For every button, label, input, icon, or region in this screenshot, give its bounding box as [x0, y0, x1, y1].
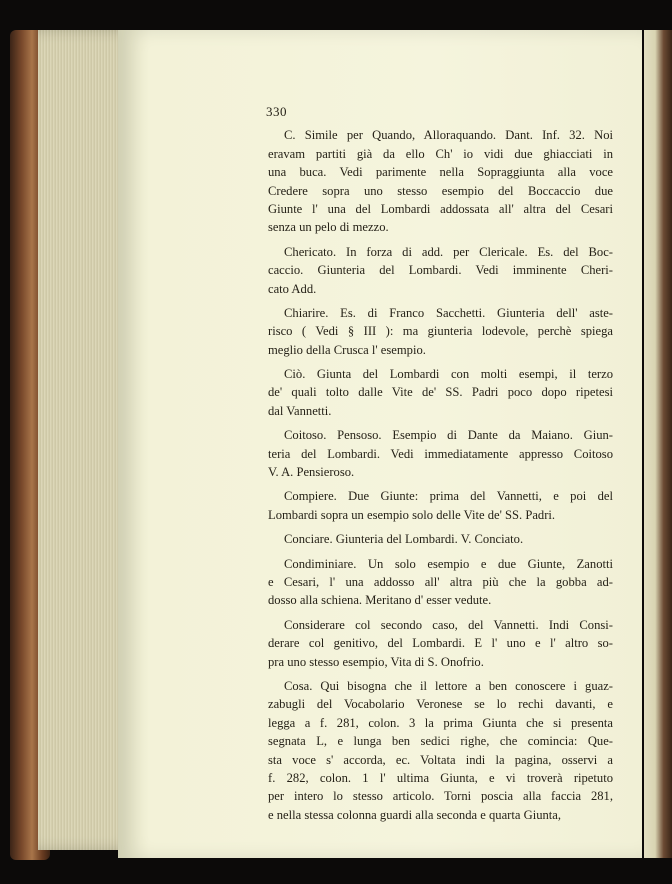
text-line: senza un pelo di mezzo.: [268, 220, 389, 235]
text-line: dal Vannetti.: [268, 403, 332, 418]
text-line: e Cesari, l' una addosso all' altra più che la gobba ad-: [268, 575, 613, 589]
text-line: Lombardi sopra un esempio solo delle Vite de' SS. Padri.: [268, 507, 556, 522]
text-line: legga a f. 281, colon. 3 la prima Giunta che si presenta: [268, 715, 613, 730]
text-line: una buca. Vedi parimente nella Sopraggiunta alla voce: [268, 165, 613, 180]
page-number: 330: [266, 104, 287, 119]
text-line: zabugli del Vocabolario Veronese se lo rechi davanti, e: [268, 697, 613, 712]
text-line: Condiminiare. Un solo esempio e due Giunte, Zanotti: [284, 556, 613, 571]
entries-list: [268, 126, 613, 824]
text-line: Chiarire. Es. di Franco Sacchetti. Giunteria dell' aste-: [284, 305, 613, 320]
text-line: risco ( Vedi § III ): ma giunteria lodevole, perchè spiega: [268, 324, 613, 339]
text-line: pra uno stesso esempio, Vita di S. Onofrio.: [268, 654, 484, 669]
text-line: caccio. Giunteria del Lombardi. Vedi imminente Cheri-: [268, 263, 613, 278]
dictionary-entry: [268, 616, 613, 671]
text-line: per intero lo stesso articolo. Torni poscia alla faccia 281,: [268, 789, 613, 804]
dictionary-entry: [268, 365, 613, 420]
text-line: meglio della Crusca l' esempio.: [268, 342, 426, 357]
text-line: C. Simile per Quando, Alloraquando. Dant. Inf. 32. Noi: [284, 128, 613, 143]
dictionary-entry: [268, 304, 613, 359]
text-line: cato Add.: [268, 281, 317, 296]
dictionary-entry: [268, 126, 613, 236]
text-line: Giunte l' una del Lombardi addossata all' altra del Cesari: [268, 201, 613, 216]
text-line: Cosa. Qui bisogna che il lettore a ben conoscere i guaz-: [284, 678, 613, 693]
dictionary-entry: [268, 487, 613, 524]
text-line: Conciare. Giunteria del Lombardi. V. Conciato.: [284, 532, 524, 547]
dictionary-entry: [268, 243, 613, 298]
text-line: Chericato. In forza di add. per Clericale. Es. del Boc-: [284, 244, 613, 259]
dictionary-entry: [268, 555, 613, 610]
text-line: derare col genitivo, del Lombardi. E l' uno e l' altro so-: [268, 636, 613, 651]
text-line: dosso alla schiena. Meritano d' esser vedute.: [268, 593, 492, 608]
facing-page-edge: [644, 30, 672, 858]
text-line: sta voce s' accorda, ec. Voltata indi la pagina, osservi a: [268, 752, 613, 767]
dictionary-entry: [268, 677, 613, 824]
text-line: Ciò. Giunta del Lombardi con molti esempi, il terzo: [284, 367, 613, 382]
text-block: [268, 103, 613, 830]
text-line: de' quali tolto dalle Vite de' SS. Padri poco dopo ripetesi: [268, 385, 613, 400]
text-line: V. A. Pensieroso.: [268, 465, 355, 480]
text-line: eravam partiti già da ello Ch' io vidi due ghiacciati in: [268, 146, 613, 161]
text-line: Compiere. Due Giunte: prima del Vannetti, e poi del: [284, 489, 613, 504]
text-line: Considerare col secondo caso, del Vannetti. Indi Consi-: [284, 617, 613, 632]
text-line: Coitoso. Pensoso. Esempio di Dante da Maiano. Giun-: [284, 428, 613, 443]
text-line: teria del Lombardi. Vedi immediatamente appresso Coitoso: [268, 446, 613, 461]
text-line: Credere sopra uno stesso esempio del Boccaccio due: [268, 183, 613, 198]
dictionary-entry: [268, 426, 613, 481]
dictionary-entry: [268, 530, 613, 548]
text-line: segnata L, e lunga ben sedici righe, che comincia: Que-: [268, 734, 613, 749]
text-line: f. 282, colon. 1 l' ultima Giunta, e vi troverà ripetuto: [268, 770, 613, 785]
text-line: e nella stessa colonna guardi alla seconda e quarta Giunta,: [268, 807, 562, 822]
